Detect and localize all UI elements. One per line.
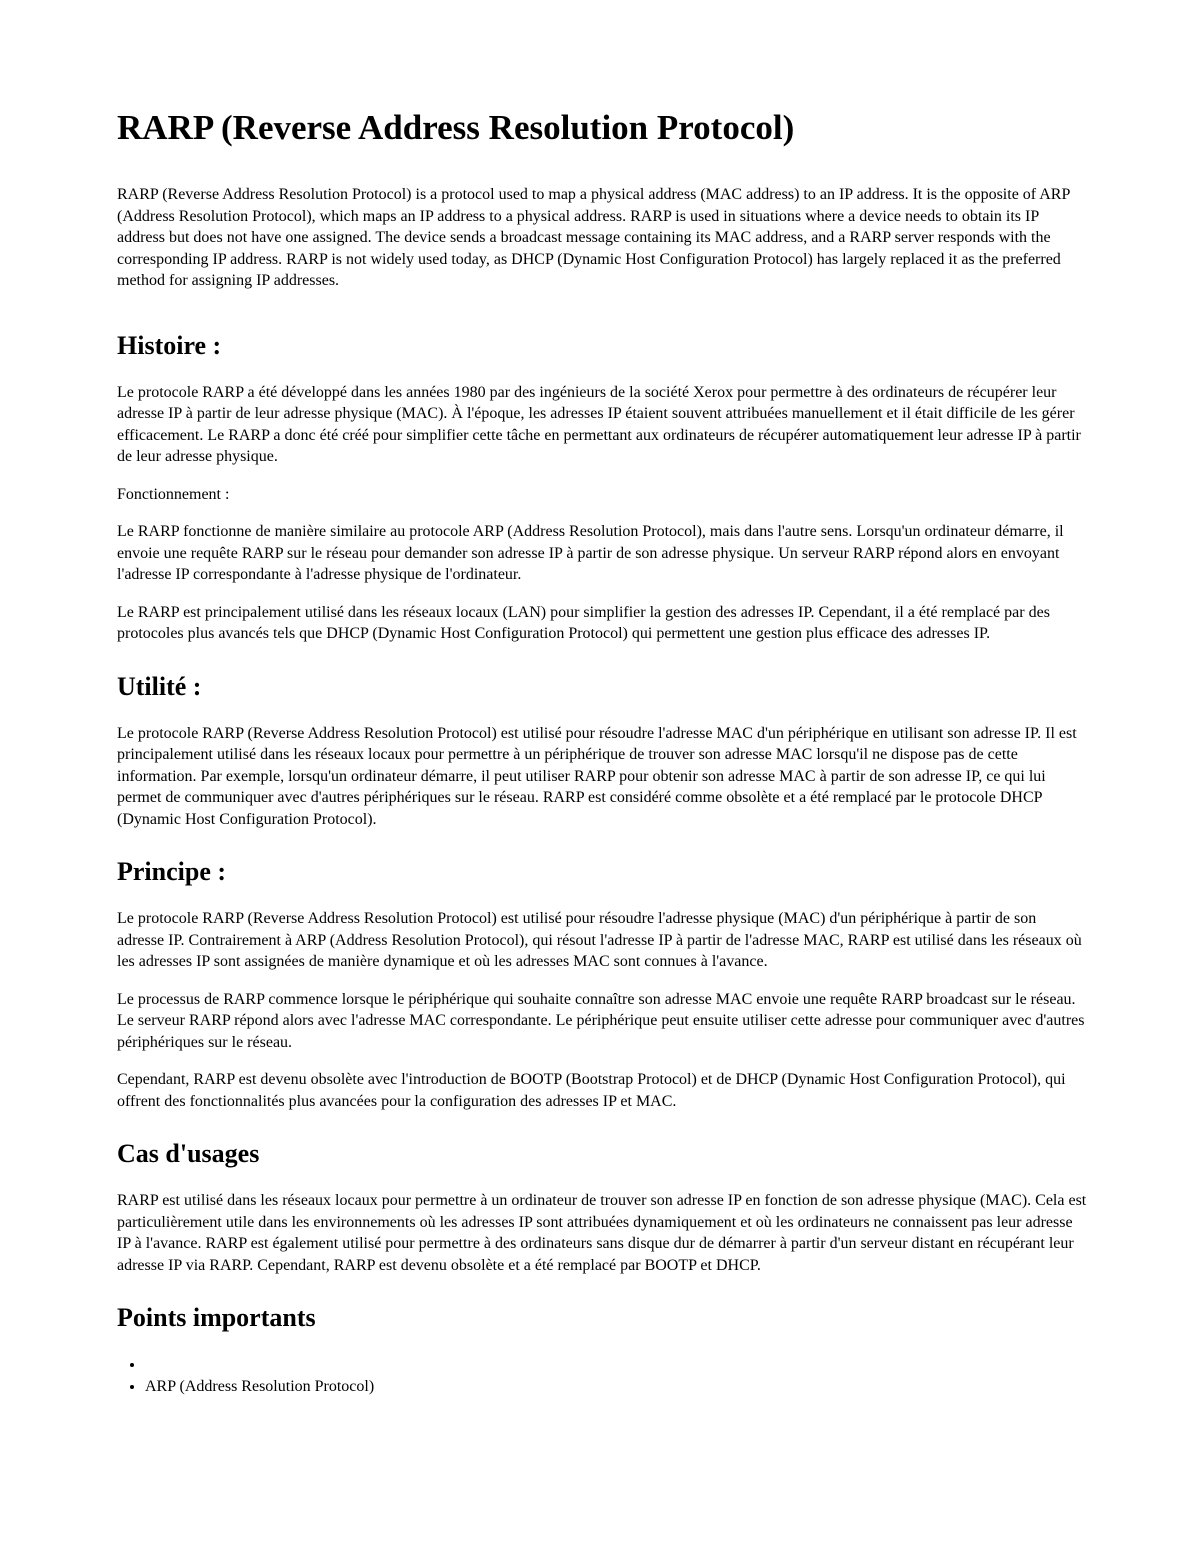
section-heading-points-importants: Points importants [117,1303,316,1332]
principe-paragraph-3: Cependant, RARP est devenu obsolète avec l'introduction de BOOTP (Bootstrap Protocol) et de DHCP (Dynamic Host Configuration Protocol), qui offrent des fonctionnalités plus avancées pour la configuration des adresses IP et MAC. [117,1071,1066,1110]
points-list [117,1354,1087,1397]
intro-paragraph: RARP (Reverse Address Resolution Protocol) is a protocol used to map a physical address (MAC address) to an IP address. It is the opposite of ARP (Address Resolution Protocol), which maps an IP address to a physical address. RARP is used in situations where a device needs to obtain its IP address but does not have one assigned. The device sends a broadcast message containing its MAC address, and a RARP server responds with the corresponding IP address. RARP is not widely used today, as DHCP (Dynamic Host Configuration Protocol) has largely replaced it as the preferred method for assigning IP addresses. [117,186,1070,289]
section-heading-histoire: Histoire : [117,330,222,360]
list-item: • ARP (Address Resolution Protocol) [145,1376,1087,1398]
histoire-paragraph-1: Le protocole RARP a été développé dans les années 1980 par des ingénieurs de la société Xerox pour permettre à des ordinateurs de récupérer leur adresse IP à partir de leur adresse physique (MAC). À l'époque, les adresses IP étaient souvent attribuées manuellement et il était difficile de les gérer efficacement. Le RARP a donc été créé pour simplifier cette tâche en permettant aux ordinateurs de récupérer automatiquement leur adresse IP à partir de leur adresse physique. [117,383,1081,465]
utilite-paragraph-1: Le protocole RARP (Reverse Address Resolution Protocol) est utilisé pour résoudre l'adresse MAC d'un périphérique en utilisant son adresse IP. Il est principalement utilisé dans les réseaux locaux pour permettre à un périphérique de trouver son adresse MAC lorsqu'il ne dispose pas de cette information. Par exemple, lorsqu'un ordinateur démarre, il peut utiliser RARP pour obtenir son adresse MAC à partir de son adresse IP, ce qui lui permet de communiquer avec d'autres périphériques sur le réseau. RARP est considéré comme obsolète et a été remplacé par le protocole DHCP (Dynamic Host Configuration Protocol). [117,724,1077,828]
histoire-paragraph-4: Le RARP est principalement utilisé dans les réseaux locaux (LAN) pour simplifier la gestion des adresses IP. Cependant, il a été remplacé par des protocoles plus avancés tels que DHCP (Dynamic Host Configuration Protocol) qui permettent une gestion plus efficace des adresses IP. [117,603,1050,642]
page-title: RARP (Reverse Address Resolution Protocol) [117,108,795,147]
section-heading-cas-usages: Cas d'usages [117,1139,260,1168]
histoire-paragraph-2: Fonctionnement : [117,485,230,503]
principe-paragraph-2: Le processus de RARP commence lorsque le périphérique qui souhaite connaître son adresse MAC envoie une requête RARP broadcast sur le réseau. Le serveur RARP répond alors avec l'adresse MAC correspondante. Le périphérique peut ensuite utiliser cette adresse pour communiquer avec d'autres périphériques sur le réseau. [117,990,1085,1051]
section-heading-principe: Principe : [117,857,227,886]
document-page [117,104,1087,1397]
cas-usages-paragraph-1: RARP est utilisé dans les réseaux locaux pour permettre à un ordinateur de trouver son adresse IP en fonction de son adresse physique (MAC). Cela est particulièrement utile dans les environnements où les adresses IP sont attribuées dynamiquement et où les ordinateurs ne connaissent pas leur adresse IP à l'avance. RARP est également utilisé pour permettre à des ordinateurs sans disque dur de démarrer à partir d'un serveur distant en récupérant leur adresse IP via RARP. Cependant, RARP est devenu obsolète et a été remplacé par BOOTP et DHCP. [117,1192,1087,1274]
list-item [145,1354,1087,1376]
principe-paragraph-1: Le protocole RARP (Reverse Address Resolution Protocol) est utilisé pour résoudre l'adresse physique (MAC) d'un périphérique à partir de son adresse IP. Contrairement à ARP (Address Resolution Protocol), qui résout l'adresse IP à partir de l'adresse MAC, RARP est utilisé dans les réseaux où les adresses IP sont assignées de manière dynamique et où les adresses MAC sont connues à l'avance. [117,910,1082,970]
section-heading-utilite: Utilité : [117,671,202,701]
histoire-paragraph-3: Le RARP fonctionne de manière similaire au protocole ARP (Address Resolution Protocol), mais dans l'autre sens. Lorsqu'un ordinateur démarre, il envoie une requête RARP sur le réseau pour demander son adresse IP à partir de son adresse physique. Un serveur RARP répond alors en envoyant l'adresse IP correspondante à l'adresse physique de l'ordinateur. [117,523,1064,583]
